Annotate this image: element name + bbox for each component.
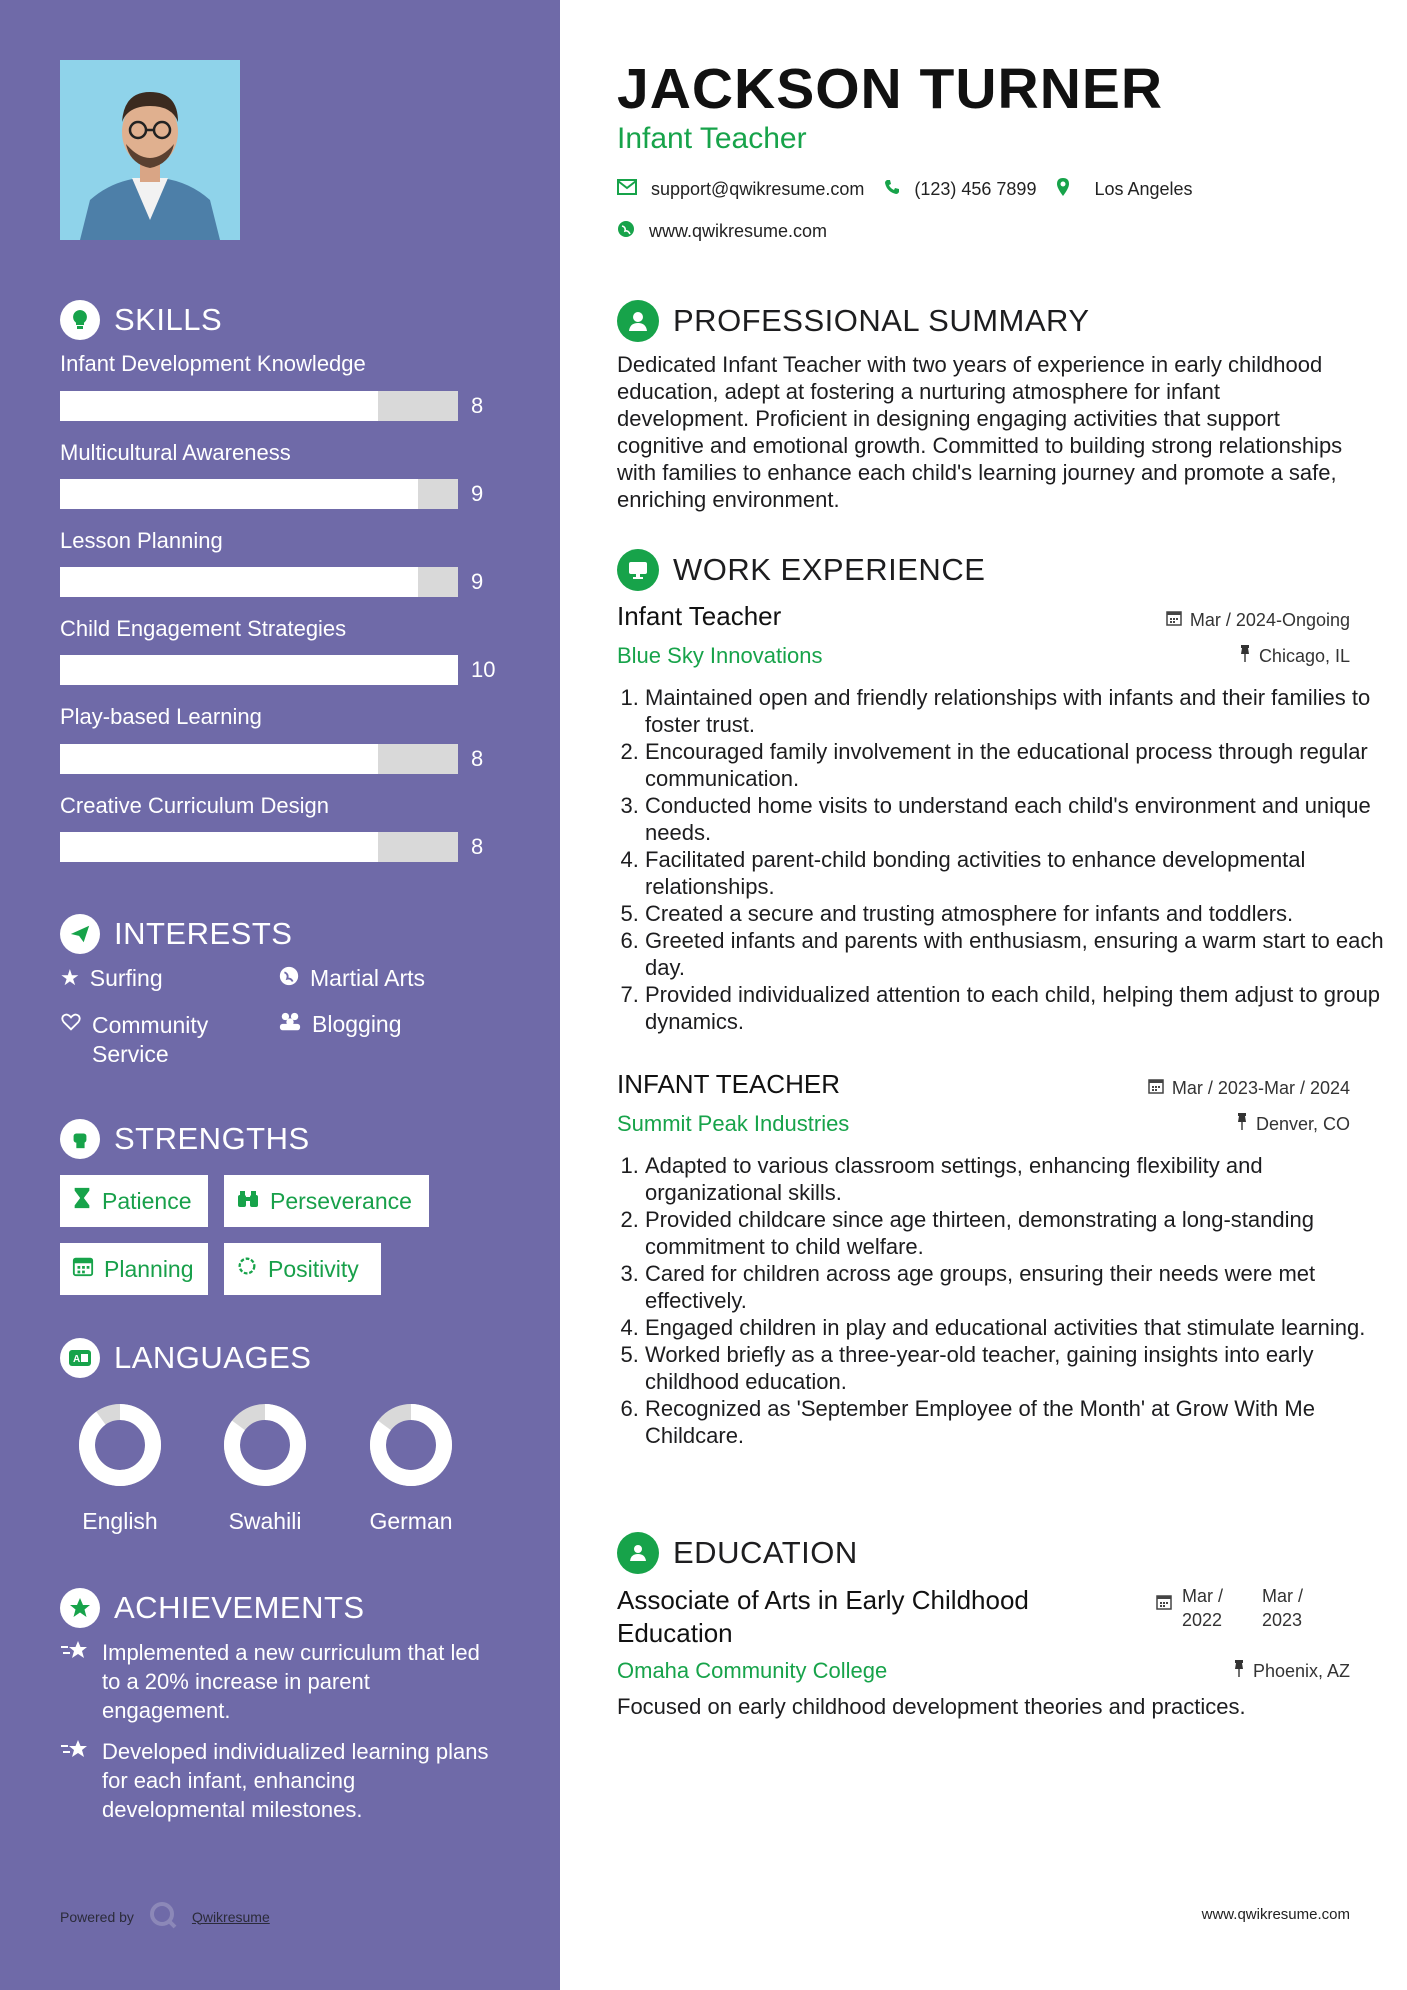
start-date bbox=[1182, 1584, 1252, 1632]
calendar-icon bbox=[1156, 1594, 1172, 1615]
language-ring-graphic bbox=[378, 1412, 444, 1478]
footer-website[interactable]: www.qwikresume.com bbox=[1201, 1906, 1350, 1923]
globe-icon bbox=[617, 220, 635, 243]
binoculars-icon bbox=[236, 1188, 260, 1215]
skill-bar bbox=[60, 479, 458, 509]
skill-item bbox=[60, 793, 329, 819]
svg-text:A: A bbox=[73, 1354, 81, 1365]
interest-label: Surfing bbox=[89, 965, 163, 991]
skill-bar bbox=[60, 832, 458, 862]
language-label: Swahili bbox=[228, 1508, 302, 1534]
end-year: 2023 bbox=[1262, 1610, 1303, 1630]
education-header bbox=[617, 1532, 858, 1574]
main-content bbox=[560, 0, 1407, 1990]
language-ring bbox=[195, 1400, 335, 1490]
education-description: Focused on early childhood development theories and practices. bbox=[617, 1694, 1246, 1719]
job-title: INFANT TEACHER bbox=[617, 1069, 840, 1099]
interests-header bbox=[60, 914, 292, 954]
company-name: Blue Sky Innovations bbox=[617, 643, 823, 668]
job-title: Infant Teacher bbox=[617, 122, 807, 155]
portrait-image bbox=[60, 60, 240, 240]
lightbulb-icon bbox=[60, 300, 100, 340]
skill-label: Multicultural Awareness bbox=[60, 440, 291, 465]
duty-item: 3. Cared for children across age groups, ensuring their needs were met effectively. bbox=[645, 1260, 1385, 1314]
globe-icon bbox=[278, 965, 300, 993]
sun-icon bbox=[236, 1255, 258, 1283]
users-icon bbox=[278, 1011, 302, 1039]
summary-header bbox=[617, 300, 1090, 342]
skill-bar-fill bbox=[60, 744, 378, 774]
skill-item bbox=[60, 704, 262, 730]
hourglass-icon bbox=[72, 1187, 92, 1215]
end-month: Mar / bbox=[1262, 1586, 1304, 1606]
summary-heading: PROFESSIONAL SUMMARY bbox=[673, 303, 1090, 338]
powered-by-text: Powered by bbox=[60, 1908, 134, 1925]
phone-text: (123) 456 7899 bbox=[914, 179, 1037, 199]
shooting-star-icon bbox=[60, 1737, 90, 1824]
skill-item bbox=[60, 351, 366, 377]
strengths-header bbox=[60, 1119, 310, 1159]
experience-heading: WORK EXPERIENCE bbox=[673, 552, 986, 587]
star-icon: ★ bbox=[60, 965, 80, 990]
job-location-text: Chicago, IL bbox=[1258, 646, 1350, 666]
duty-item: 1. Adapted to various classroom settings, enhancing flexibility and organizational skills. bbox=[645, 1152, 1385, 1206]
language-ring-graphic bbox=[87, 1412, 153, 1478]
paper-plane-icon bbox=[60, 914, 100, 954]
pushpin-icon bbox=[1233, 1660, 1245, 1683]
shooting-star-icon bbox=[60, 1638, 90, 1725]
school-location bbox=[1233, 1660, 1350, 1683]
pushpin-icon bbox=[1236, 1113, 1248, 1136]
job-date bbox=[1148, 1078, 1350, 1099]
strength-label: Patience bbox=[102, 1187, 192, 1214]
skill-label: Lesson Planning bbox=[60, 528, 223, 553]
map-pin-icon bbox=[1056, 178, 1070, 201]
interest-label: Martial Arts bbox=[310, 965, 426, 991]
skill-label: Child Engagement Strategies bbox=[60, 616, 347, 641]
duty-item: 5. Worked briefly as a three-year-old teacher, gaining insights into early childhood education. bbox=[645, 1341, 1385, 1395]
job-date-text: Mar / 2023-Mar / 2024 bbox=[1171, 1078, 1350, 1098]
skill-bar-fill bbox=[60, 832, 378, 862]
languages-heading: LANGUAGES bbox=[114, 1340, 312, 1375]
achievement-text: Implemented a new curriculum that led to a 20% increase in parent engagement. bbox=[102, 1640, 480, 1723]
skill-value: 10 bbox=[471, 657, 496, 682]
job-date bbox=[1166, 610, 1350, 631]
duty-item: 6. Recognized as 'September Employee of the Month' at Grow With Me Childcare. bbox=[645, 1395, 1385, 1449]
strength-chip bbox=[224, 1175, 429, 1227]
interest-label: Community Service bbox=[92, 1012, 209, 1067]
duty-item: 6. Greeted infants and parents with enthusiasm, ensuring a warm start to each day. bbox=[645, 927, 1385, 981]
language-ring bbox=[50, 1400, 190, 1490]
job-location bbox=[1239, 645, 1350, 668]
skill-item bbox=[60, 440, 291, 466]
degree-title: Associate of Arts in Early Childhood Education bbox=[617, 1585, 1029, 1648]
skill-bar-fill bbox=[60, 655, 458, 685]
job-duties bbox=[617, 1152, 1385, 1449]
education-dates bbox=[1156, 1584, 1332, 1632]
qwikresume-logo-icon bbox=[148, 1900, 178, 1933]
skill-bar bbox=[60, 567, 458, 597]
duty-item: 7. Provided individualized attention to each child, helping them adjust to group dynamics. bbox=[645, 981, 1385, 1035]
powered-by bbox=[60, 1900, 270, 1933]
interest-item bbox=[278, 965, 498, 993]
education-heading: EDUCATION bbox=[673, 1535, 858, 1570]
language-icon bbox=[60, 1338, 100, 1378]
language-ring-fill bbox=[87, 1412, 153, 1478]
profile-photo bbox=[60, 60, 240, 240]
interest-item bbox=[60, 1011, 260, 1069]
skill-value: 9 bbox=[471, 569, 484, 594]
phone-icon bbox=[884, 179, 900, 200]
achievements-header bbox=[60, 1588, 365, 1628]
strength-chip bbox=[60, 1243, 208, 1295]
sidebar bbox=[0, 0, 560, 1990]
strengths-heading: STRENGTHS bbox=[114, 1121, 310, 1156]
candidate-name: JACKSON TURNER bbox=[617, 57, 1164, 121]
duty-item: 4. Facilitated parent-child bonding activities to enhance developmental relationships. bbox=[645, 846, 1385, 900]
skills-header bbox=[60, 300, 222, 340]
duty-item: 4. Engaged children in play and educational activities that stimulate learning. bbox=[645, 1314, 1385, 1341]
pushpin-icon bbox=[1239, 645, 1251, 668]
interest-item bbox=[60, 965, 260, 992]
interest-label: Blogging bbox=[312, 1011, 402, 1037]
language-label: English bbox=[82, 1508, 158, 1534]
start-month: Mar / bbox=[1182, 1586, 1224, 1606]
heart-outline-icon bbox=[60, 1011, 82, 1039]
achievement-item bbox=[60, 1638, 490, 1725]
achievement-item bbox=[60, 1737, 490, 1824]
skill-bar-fill bbox=[60, 391, 378, 421]
location-text: Los Angeles bbox=[1094, 179, 1193, 199]
skill-value: 8 bbox=[471, 834, 484, 859]
duty-item: 5. Created a secure and trusting atmosphere for infants and toddlers. bbox=[645, 900, 1385, 927]
interests-heading: INTERESTS bbox=[114, 916, 293, 951]
calendar-icon bbox=[1166, 610, 1182, 631]
experience-header bbox=[617, 549, 985, 591]
skill-bar-fill bbox=[60, 567, 418, 597]
strength-label: Positivity bbox=[268, 1255, 359, 1282]
company-name: Summit Peak Industries bbox=[617, 1111, 850, 1136]
achievements-heading: ACHIEVEMENTS bbox=[114, 1590, 365, 1625]
skill-label: Creative Curriculum Design bbox=[60, 793, 329, 818]
fist-icon bbox=[60, 1119, 100, 1159]
job-duties bbox=[617, 684, 1385, 1035]
job-date-text: Mar / 2024-Ongoing bbox=[1189, 610, 1350, 630]
skill-item bbox=[60, 616, 346, 642]
skill-label: Infant Development Knowledge bbox=[60, 351, 366, 376]
job-location bbox=[1236, 1113, 1350, 1136]
website-link[interactable]: www.qwikresume.com bbox=[649, 221, 828, 241]
graduation-icon bbox=[617, 1532, 659, 1574]
job-location-text: Denver, CO bbox=[1255, 1114, 1350, 1134]
language-ring bbox=[341, 1400, 481, 1490]
skill-value: 8 bbox=[471, 393, 484, 418]
email-link[interactable]: support@qwikresume.com bbox=[651, 179, 865, 199]
strength-chip bbox=[60, 1175, 208, 1227]
end-date bbox=[1262, 1584, 1332, 1632]
skill-label: Play-based Learning bbox=[60, 704, 262, 729]
skill-bar bbox=[60, 391, 458, 421]
user-icon bbox=[617, 300, 659, 342]
skills-heading: SKILLS bbox=[114, 302, 223, 337]
strength-chip bbox=[224, 1243, 381, 1295]
skill-bar bbox=[60, 655, 458, 685]
duty-item: 2. Encouraged family involvement in the educational process through regular communication. bbox=[645, 738, 1385, 792]
contact-row bbox=[617, 178, 1193, 201]
skill-bar-fill bbox=[60, 479, 418, 509]
interest-item bbox=[278, 1011, 498, 1039]
job-title: Infant Teacher bbox=[617, 601, 782, 631]
duty-item: 2. Provided childcare since age thirteen, demonstrating a long-standing commitment to child welfare. bbox=[645, 1206, 1385, 1260]
skill-value: 9 bbox=[471, 481, 484, 506]
skill-item bbox=[60, 528, 223, 554]
website-row bbox=[617, 220, 827, 243]
languages-header bbox=[60, 1338, 311, 1378]
strength-label: Perseverance bbox=[270, 1187, 412, 1214]
language-ring-graphic bbox=[232, 1412, 298, 1478]
language-label: German bbox=[369, 1508, 453, 1534]
qwikresume-link[interactable]: Qwikresume bbox=[191, 1908, 270, 1925]
school-location-text: Phoenix, AZ bbox=[1252, 1661, 1350, 1681]
envelope-icon bbox=[617, 179, 637, 200]
star-badge-icon bbox=[60, 1588, 100, 1628]
duty-item: 1. Maintained open and friendly relationships with infants and their families to foster trust. bbox=[645, 684, 1385, 738]
calendar-icon bbox=[72, 1255, 94, 1283]
achievement-text: Developed individualized learning plans for each infant, enhancing developmental milestones. bbox=[102, 1739, 489, 1822]
skill-value: 8 bbox=[471, 746, 484, 771]
strength-label: Planning bbox=[104, 1255, 194, 1282]
start-year: 2022 bbox=[1182, 1610, 1223, 1630]
calendar-icon bbox=[1148, 1078, 1164, 1099]
briefcase-icon bbox=[617, 549, 659, 591]
skill-bar bbox=[60, 744, 458, 774]
school-name: Omaha Community College bbox=[617, 1658, 888, 1683]
summary-text: Dedicated Infant Teacher with two years of experience in early childhood education, adept at fostering a nurturing atmosphere for infant development. Proficient in designing engaging activities that support cognitive and emotional growth. Committed to building strong relationships with families to enhance each child's learning journey and promote a safe, enriching environment. bbox=[617, 352, 1343, 512]
duty-item: 3. Conducted home visits to understand each child's environment and unique needs. bbox=[645, 792, 1385, 846]
